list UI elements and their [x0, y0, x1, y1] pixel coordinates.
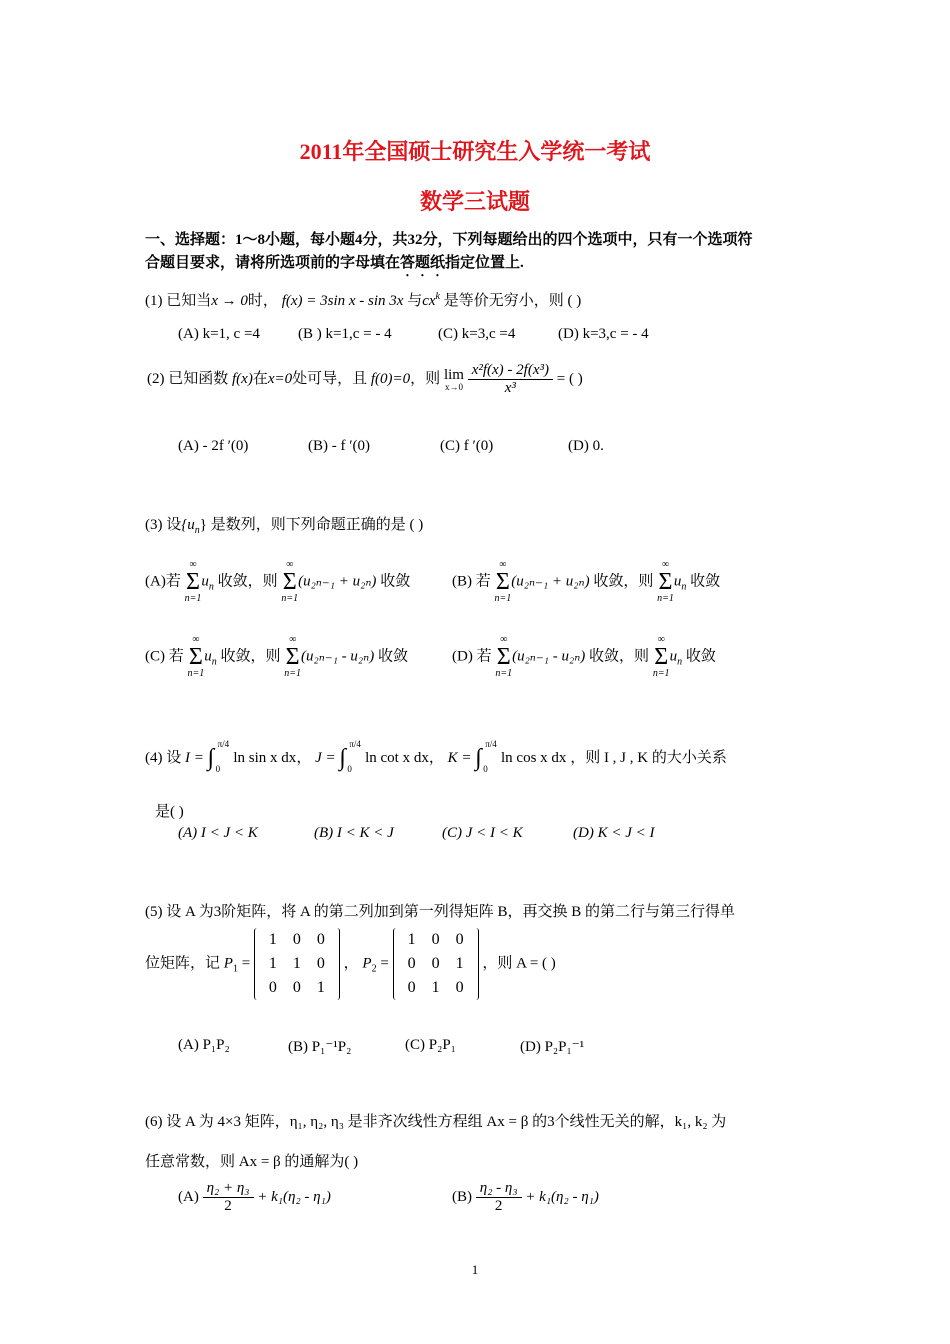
q5-stem-line1: (5) 设 A 为3阶矩阵，将 A 的第二列加到第一列得矩阵 B，再交换 B 的第二行与第三行得单 [145, 904, 736, 920]
sum-symbol: ∞ Σ n=1 [284, 634, 302, 679]
exam-title: 2011年全国硕士研究生入学统一考试 [299, 139, 651, 164]
q4-option-a[interactable]: (A) I < J < K [178, 825, 258, 841]
q5-option-b[interactable]: (B) P₁⁻¹P₂ [288, 1039, 352, 1055]
q3-option-d[interactable]: (D) 若 ∞ Σ n=1(u₂ₙ₋₁ - u₂ₙ) 收敛，则 ∞ Σ $n=1u_n$ 收敛 [452, 634, 716, 679]
page-number: 1 [471, 1262, 479, 1277]
q1-option-b[interactable]: (B ) k=1,c = - 4 [298, 326, 392, 342]
sum-symbol: ∞ Σ n=1 [281, 559, 299, 604]
sum-symbol: ∞ Σ n=1 [187, 634, 205, 679]
q5-option-a[interactable]: (A) P₁P₂ [178, 1037, 230, 1053]
q2-limit: lim x→0 [443, 366, 464, 392]
q6-stem-line1: (6) 设 A 为 4×3 矩阵，η₁, η₂, η₃ 是非齐次线性方程组 Ax = β 的3个线性无关的解，k₁, k₂ 为 [145, 1114, 727, 1130]
matrix-p1: 1 0 0 1 1 0 0 0 1 [254, 928, 340, 1000]
q4-option-c[interactable]: (C) J < I < K [442, 825, 523, 841]
q1-stem: (1) 已知当x → 0时， f(x) = 3sin x - sin 3x 与$cx^k$ 是等价无穷小，则 ( ) [145, 291, 582, 309]
q5-stem-line2: 位矩阵，记 $P_1$ = 1 0 0 1 1 0 0 0 1 ， $P_2$ = 1 0 0 0 0 1 0 1 0 ，则 A = ( ) [145, 928, 556, 1000]
q6-option-a[interactable]: (A) $\frac{\text{η₂ + η₃}}{2}$ + k₁(η₂ - η₁) [178, 1180, 331, 1214]
q2-option-c[interactable]: (C) f ′(0) [440, 438, 494, 454]
matrix-p2: 1 0 0 0 0 1 0 1 0 [393, 928, 479, 1000]
integral-sign: ∫ π/4 0 [207, 739, 230, 774]
integral-sign: ∫ π/4 0 [339, 739, 361, 774]
exam-subtitle: 数学三试题 [419, 189, 530, 214]
q6-a-fraction: $\frac{\text{η₂ + η₃}}{2}$ [203, 1180, 254, 1215]
sum-symbol: ∞ Σ n=1 [495, 634, 513, 679]
q6-option-b[interactable]: (B) $\frac{\text{η₂ - η₃}}{2}$ + k₁(η₂ - η₁) [452, 1180, 599, 1214]
q3-option-a[interactable]: (A)若 ∞ Σ $n=1u_n$ 收敛，则 ∞ Σ n=1(u₂ₙ₋₁ + u₂ₙ) 收敛 [145, 559, 411, 604]
integral-sign: ∫ π/4 0 [475, 739, 497, 774]
sum-symbol: ∞ Σ n=1 [184, 559, 202, 604]
section-heading-line1: 一、选择题：1～8小题，每小题4分，共32分，下列每题给出的四个选项中，只有一个选项符 [145, 232, 753, 248]
q1-option-d[interactable]: (D) k=3,c = - 4 [558, 326, 649, 342]
q3-option-b[interactable]: (B) 若 ∞ Σ n=1(u₂ₙ₋₁ + u₂ₙ) 收敛，则 ∞ Σ $n=1u_n$ 收敛 [452, 559, 721, 604]
q2-fraction: $\frac{\text{x²f(x) - 2f(x³)}}{\text{x³}}$ [468, 362, 553, 397]
q6-b-fraction: $\frac{\text{η₂ - η₃}}{2}$ [476, 1180, 522, 1215]
q4-option-b[interactable]: (B) I < K < J [314, 825, 394, 841]
q3-stem: (3) 设$\{u_n\}$ 是数列，则下列命题正确的是 ( ) [145, 517, 424, 536]
q6-stem-line2: 任意常数，则 Ax = β 的通解为( ) [145, 1154, 359, 1170]
q5-option-c[interactable]: (C) P₂P₁ [405, 1037, 456, 1053]
q2-option-d[interactable]: (D) 0. [568, 438, 604, 454]
sum-symbol: ∞ Σ n=1 [652, 634, 670, 679]
q4-stem: (4) 设 I = ∫ π/4 0 ln sin x dx， J = ∫ π/4 0 ln cot x dx， K = ∫ π/4 0 ln cos x dx ，则 I , J , K 的大小关系 [145, 739, 727, 774]
q1-option-a[interactable]: (A) k=1, c =4 [178, 326, 260, 342]
q5-option-d[interactable]: (D) P₂P₁⁻¹ [520, 1039, 585, 1055]
q2-option-a[interactable]: (A) - 2f ′(0) [178, 438, 249, 454]
q4-option-d[interactable]: (D) K < J < I [573, 825, 655, 841]
q3-option-c[interactable]: (C) 若 ∞ Σ $n=1u_n$ 收敛，则 ∞ Σ n=1(u₂ₙ₋₁ - u₂ₙ) 收敛 [145, 634, 408, 679]
q1-option-c[interactable]: (C) k=3,c =4 [438, 326, 516, 342]
q4-stem-line2: 是( ) [155, 804, 184, 820]
emphasis-answer-sheet: 答题纸 [400, 255, 446, 271]
sum-symbol: ∞ Σ n=1 [494, 559, 512, 604]
q2-option-b[interactable]: (B) - f ′(0) [308, 438, 371, 454]
sum-symbol: ∞ Σ n=1 [657, 559, 674, 604]
section-heading-line2: 合题目要求，请将所选项前的字母填在答题纸指定位置上. [145, 255, 524, 271]
q2-stem: (2) 已知函数 f(x)在x=0处可导，且 f(0)=0，则 lim x→0 $\frac{\text{x²f(x) - 2f(x³)}}{\text{x³}}$ = ( ) [147, 362, 583, 396]
